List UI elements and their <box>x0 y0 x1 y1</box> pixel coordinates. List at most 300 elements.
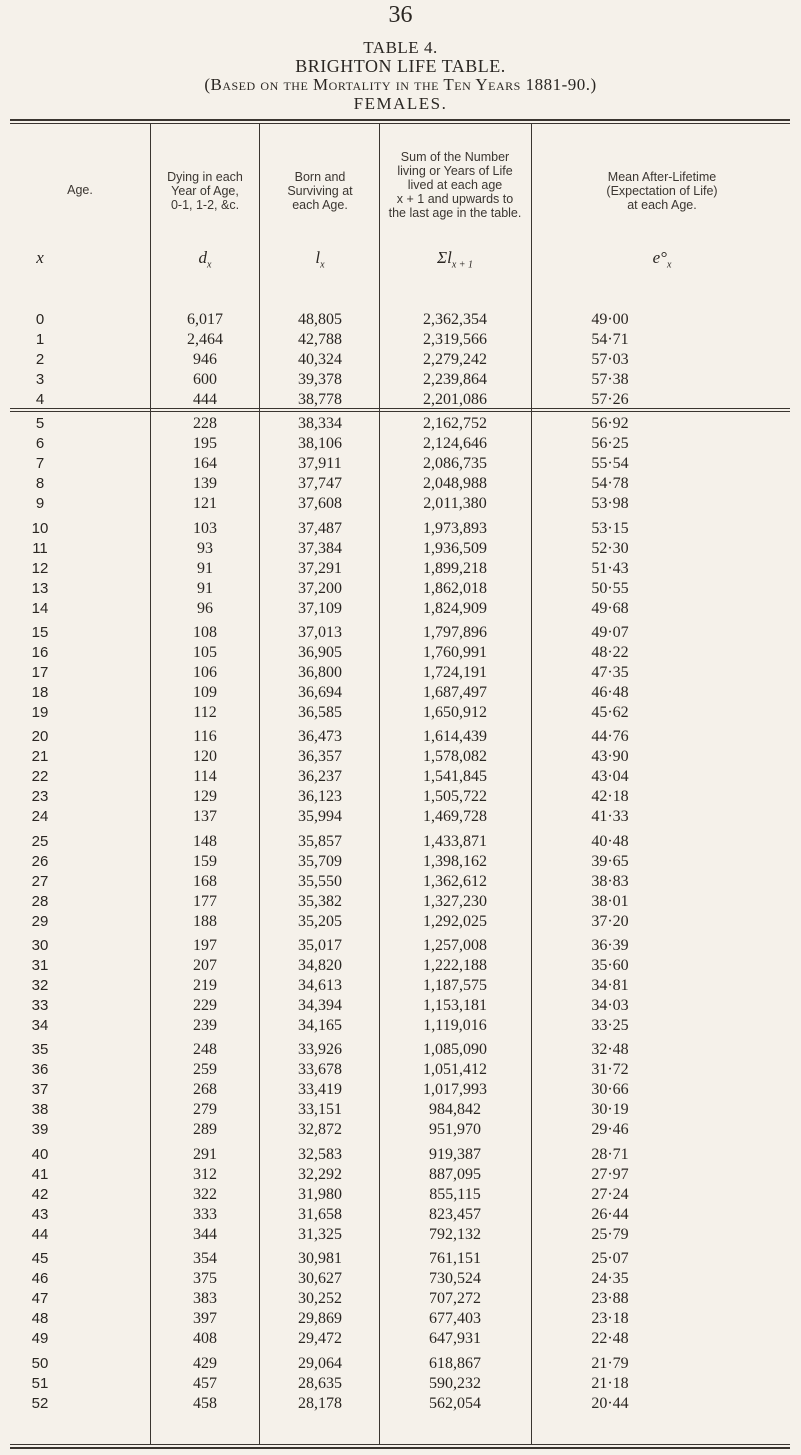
lx-cell: 35,550 <box>298 872 342 890</box>
lx-cell: 34,613 <box>298 977 342 995</box>
dx-cell: 114 <box>193 768 217 786</box>
lx-cell: 35,857 <box>298 832 342 850</box>
ex-cell: 34·81 <box>591 977 629 995</box>
ex-cell: 49·68 <box>591 599 629 617</box>
table-row <box>0 1017 801 1037</box>
age-cell: 14 <box>31 599 49 617</box>
age-cell: 7 <box>35 455 45 473</box>
table-row <box>0 937 801 957</box>
ex-cell: 44·76 <box>591 728 629 746</box>
symbol-dx: $d_x$ <box>198 248 212 271</box>
lx-cell: 35,994 <box>298 808 342 826</box>
symbol-ex: $e^\circ_x$ <box>652 248 672 271</box>
lx-cell: 36,905 <box>298 644 342 662</box>
sum-cell: 1,398,162 <box>423 852 487 870</box>
ex-cell: 21·79 <box>591 1354 629 1372</box>
lx-cell: 36,357 <box>298 748 342 766</box>
sum-cell: 1,051,412 <box>423 1061 487 1079</box>
dx-cell: 2,464 <box>187 331 223 348</box>
table-row <box>0 1146 801 1166</box>
age-cell: 20 <box>31 728 49 746</box>
ex-cell: 41·33 <box>591 808 629 826</box>
sum-cell: 2,162,752 <box>423 415 487 433</box>
table-row <box>0 560 801 580</box>
age-cell: 36 <box>31 1061 49 1079</box>
lx-cell: 35,017 <box>298 937 342 955</box>
column-heading-lx: Born and Surviving at each Age. <box>287 170 353 212</box>
sum-cell: 618,867 <box>429 1354 481 1372</box>
sum-cell: 984,842 <box>429 1101 481 1119</box>
lx-cell: 28,178 <box>298 1394 342 1412</box>
ex-cell: 43·04 <box>591 768 629 786</box>
table-row <box>0 748 801 768</box>
table-row <box>0 1250 801 1270</box>
lx-cell: 39,378 <box>298 371 342 388</box>
age-cell: 10 <box>31 519 49 537</box>
age-cell: 43 <box>31 1205 49 1223</box>
sum-cell: 951,970 <box>429 1121 481 1139</box>
top-rule-thick <box>10 119 790 121</box>
sum-cell: 2,011,380 <box>423 495 487 513</box>
dx-cell: 177 <box>193 892 217 910</box>
dx-cell: 375 <box>193 1270 217 1288</box>
sum-cell: 1,362,612 <box>423 872 487 890</box>
ex-cell: 34·03 <box>591 997 629 1015</box>
dx-cell: 458 <box>193 1394 217 1412</box>
dx-cell: 103 <box>193 519 217 537</box>
sum-cell: 2,201,086 <box>423 391 487 408</box>
table-row <box>0 475 801 495</box>
dx-cell: 259 <box>193 1061 217 1079</box>
sum-cell: 677,403 <box>429 1310 481 1328</box>
dx-cell: 268 <box>193 1081 217 1099</box>
lx-cell: 30,252 <box>298 1290 342 1308</box>
dx-cell: 600 <box>193 371 217 388</box>
ex-cell: 42·18 <box>591 788 629 806</box>
table-row <box>0 1270 801 1290</box>
age-cell: 40 <box>31 1145 49 1163</box>
table-title: BRIGHTON LIFE TABLE. <box>295 56 506 76</box>
table-row <box>0 351 801 371</box>
table-row <box>0 788 801 808</box>
top-rule-thin <box>10 123 790 124</box>
ex-cell: 49·00 <box>591 311 629 328</box>
ex-cell: 25·79 <box>591 1225 629 1243</box>
age-cell: 51 <box>31 1374 49 1392</box>
lx-cell: 37,384 <box>298 539 342 557</box>
lx-cell: 38,334 <box>298 415 342 433</box>
sum-cell: 1,824,909 <box>423 599 487 617</box>
age-cell: 22 <box>31 768 49 786</box>
sum-cell: 1,687,497 <box>423 684 487 702</box>
dx-cell: 188 <box>193 912 217 930</box>
dx-cell: 333 <box>193 1205 217 1223</box>
lx-cell: 34,394 <box>298 997 342 1015</box>
table-row <box>0 1186 801 1206</box>
table-row <box>0 311 801 331</box>
symbol-x: x <box>36 248 44 267</box>
dx-cell: 239 <box>193 1017 217 1035</box>
table-row <box>0 664 801 684</box>
dx-cell: 291 <box>193 1145 217 1163</box>
dx-cell: 383 <box>193 1290 217 1308</box>
ex-cell: 25·07 <box>591 1250 629 1268</box>
lx-cell: 48,805 <box>298 311 342 328</box>
ex-cell: 35·60 <box>591 957 629 975</box>
age-cell: 52 <box>31 1394 49 1412</box>
lx-cell: 31,325 <box>298 1225 342 1243</box>
lx-cell: 32,292 <box>298 1165 342 1183</box>
age-cell: 9 <box>35 495 45 513</box>
sum-cell: 562,054 <box>429 1394 481 1412</box>
ex-cell: 51·43 <box>591 559 629 577</box>
age-cell: 42 <box>31 1185 49 1203</box>
age-cell: 46 <box>31 1270 49 1288</box>
age-cell: 44 <box>31 1225 49 1243</box>
table-row <box>0 520 801 540</box>
ex-cell: 30·19 <box>591 1101 629 1119</box>
table-row <box>0 1041 801 1061</box>
lx-cell: 30,627 <box>298 1270 342 1288</box>
lx-cell: 28,635 <box>298 1374 342 1392</box>
lx-cell: 36,694 <box>298 684 342 702</box>
age-cell: 50 <box>31 1354 49 1372</box>
lx-cell: 32,872 <box>298 1121 342 1139</box>
sum-cell: 2,048,988 <box>423 475 487 493</box>
lx-cell: 40,324 <box>298 351 342 368</box>
table-row <box>0 1290 801 1310</box>
dx-cell: 139 <box>193 475 217 493</box>
dx-cell: 312 <box>193 1165 217 1183</box>
ex-cell: 37·20 <box>591 912 629 930</box>
table-row <box>0 1206 801 1226</box>
table-row <box>0 684 801 704</box>
symbol-sum: $\Sigma l_{x + 1}$ <box>436 248 473 271</box>
ex-cell: 38·83 <box>591 872 629 890</box>
dx-cell: 120 <box>193 748 217 766</box>
ex-cell: 56·25 <box>591 435 629 453</box>
ex-cell: 55·54 <box>591 455 629 473</box>
sum-cell: 1,760,991 <box>423 644 487 662</box>
sum-cell: 1,797,896 <box>423 624 487 642</box>
age-cell: 28 <box>31 892 49 910</box>
age-cell: 26 <box>31 852 49 870</box>
sum-cell: 1,153,181 <box>423 997 487 1015</box>
bottom-rule-thick <box>10 1447 790 1449</box>
lx-cell: 42,788 <box>298 331 342 348</box>
sum-cell: 590,232 <box>429 1374 481 1392</box>
dx-cell: 219 <box>193 977 217 995</box>
age-cell: 25 <box>31 832 49 850</box>
dx-cell: 248 <box>193 1041 217 1059</box>
table-row <box>0 371 801 391</box>
lx-cell: 29,064 <box>298 1354 342 1372</box>
age-cell: 45 <box>31 1250 49 1268</box>
table-row <box>0 455 801 475</box>
age-cell: 29 <box>31 912 49 930</box>
table-row <box>0 415 801 435</box>
dx-cell: 207 <box>193 957 217 975</box>
age-cell: 3 <box>35 371 45 388</box>
dx-cell: 129 <box>193 788 217 806</box>
sum-cell: 1,899,218 <box>423 559 487 577</box>
table-row <box>0 644 801 664</box>
lx-cell: 36,237 <box>298 768 342 786</box>
ex-cell: 26·44 <box>591 1205 629 1223</box>
dx-cell: 91 <box>197 559 213 577</box>
table-row <box>0 1081 801 1101</box>
lx-cell: 37,291 <box>298 559 342 577</box>
table-row <box>0 873 801 893</box>
dx-cell: 121 <box>193 495 217 513</box>
dx-cell: 164 <box>193 455 217 473</box>
age-cell: 8 <box>35 475 45 493</box>
age-cell: 1 <box>35 331 45 348</box>
dx-cell: 6,017 <box>187 311 223 328</box>
sum-cell: 1,862,018 <box>423 579 487 597</box>
sum-cell: 2,279,242 <box>423 351 487 368</box>
lx-cell: 37,487 <box>298 519 342 537</box>
age-cell: 11 <box>32 539 48 557</box>
lx-cell: 33,419 <box>298 1081 342 1099</box>
dx-cell: 228 <box>193 415 217 433</box>
ex-cell: 29·46 <box>591 1121 629 1139</box>
sum-cell: 1,469,728 <box>423 808 487 826</box>
dx-cell: 137 <box>193 808 217 826</box>
lx-cell: 30,981 <box>298 1250 342 1268</box>
table-row <box>0 1121 801 1141</box>
column-heading-dx: Dying in each Year of Age, 0-1, 1-2, &c. <box>167 170 243 212</box>
lx-cell: 35,382 <box>298 892 342 910</box>
sum-cell: 1,119,016 <box>423 1017 487 1035</box>
table-row <box>0 833 801 853</box>
age-cell: 38 <box>31 1101 49 1119</box>
table-row <box>0 1330 801 1350</box>
age-cell: 5 <box>35 415 45 433</box>
lx-cell: 37,747 <box>298 475 342 493</box>
column-heading-ex: Mean After-Lifetime (Expectation of Life) at each Age. <box>606 170 718 212</box>
age-cell: 19 <box>31 704 49 722</box>
dx-cell: 105 <box>193 644 217 662</box>
age-cell: 31 <box>31 957 49 975</box>
dx-cell: 354 <box>193 1250 217 1268</box>
age-cell: 39 <box>31 1121 49 1139</box>
dx-cell: 116 <box>193 728 217 746</box>
age-cell: 6 <box>35 435 45 453</box>
ex-cell: 57·03 <box>591 351 629 368</box>
dx-cell: 96 <box>197 599 213 617</box>
ex-cell: 54·71 <box>591 331 629 348</box>
table-row <box>0 495 801 515</box>
lx-cell: 32,583 <box>298 1145 342 1163</box>
lx-cell: 36,800 <box>298 664 342 682</box>
lx-cell: 33,151 <box>298 1101 342 1119</box>
sum-cell: 2,086,735 <box>423 455 487 473</box>
sum-cell: 1,578,082 <box>423 748 487 766</box>
ex-cell: 28·71 <box>591 1145 629 1163</box>
column-heading-age: Age. <box>67 183 93 197</box>
sum-cell: 2,319,566 <box>423 331 487 348</box>
table-row <box>0 1061 801 1081</box>
age-cell: 37 <box>31 1081 49 1099</box>
ex-cell: 49·07 <box>591 624 629 642</box>
ex-cell: 47·35 <box>591 664 629 682</box>
dx-cell: 197 <box>193 937 217 955</box>
sum-cell: 707,272 <box>429 1290 481 1308</box>
ex-cell: 46·48 <box>591 684 629 702</box>
table-row <box>0 957 801 977</box>
table-row <box>0 977 801 997</box>
ex-cell: 33·25 <box>591 1017 629 1035</box>
table-label: TABLE 4. <box>363 38 438 57</box>
sum-cell: 1,187,575 <box>423 977 487 995</box>
ex-cell: 21·18 <box>591 1374 629 1392</box>
ex-cell: 39·65 <box>591 852 629 870</box>
dx-cell: 397 <box>193 1310 217 1328</box>
column-heading-sum: Sum of the Number living or Years of Life lived at each age x + 1 and upwards to the last age in the table. <box>388 150 522 220</box>
dx-cell: 444 <box>193 391 217 408</box>
page-number: 36 <box>388 2 413 28</box>
table-row <box>0 580 801 600</box>
sum-cell: 1,973,893 <box>423 519 487 537</box>
table-row <box>0 1101 801 1121</box>
ex-cell: 53·15 <box>591 519 629 537</box>
age-cell: 23 <box>31 788 49 806</box>
sum-cell: 1,222,188 <box>423 957 487 975</box>
dx-cell: 946 <box>193 351 217 368</box>
ex-cell: 27·24 <box>591 1185 629 1203</box>
sum-cell: 855,115 <box>429 1185 481 1203</box>
bottom-rule-thin <box>10 1444 790 1445</box>
dx-cell: 229 <box>193 997 217 1015</box>
table-row <box>0 391 801 411</box>
sum-cell: 1,085,090 <box>423 1041 487 1059</box>
symbol-lx: $l_x$ <box>315 248 325 271</box>
lx-cell: 37,013 <box>298 624 342 642</box>
dx-cell: 109 <box>193 684 217 702</box>
lx-cell: 31,980 <box>298 1185 342 1203</box>
sum-cell: 1,724,191 <box>423 664 487 682</box>
age-cell: 48 <box>31 1310 49 1328</box>
table-row <box>0 435 801 455</box>
table-row <box>0 853 801 873</box>
table-row <box>0 624 801 644</box>
age-cell: 13 <box>31 579 49 597</box>
lx-cell: 38,106 <box>298 435 342 453</box>
table-basis: (Based on the Mortality in the Ten Years 1881-90.) <box>204 75 597 94</box>
ex-cell: 20·44 <box>591 1394 629 1412</box>
age-cell: 32 <box>31 977 49 995</box>
ex-cell: 23·18 <box>591 1310 629 1328</box>
age-cell: 41 <box>31 1165 49 1183</box>
sum-cell: 1,614,439 <box>423 728 487 746</box>
sum-cell: 647,931 <box>429 1330 481 1348</box>
age-cell: 15 <box>31 624 49 642</box>
sum-cell: 1,505,722 <box>423 788 487 806</box>
sum-cell: 823,457 <box>429 1205 481 1223</box>
age-cell: 0 <box>35 311 45 328</box>
lx-cell: 38,778 <box>298 391 342 408</box>
sum-cell: 2,239,864 <box>423 371 487 388</box>
header-bottom-rule-2 <box>10 411 790 412</box>
table-row <box>0 1375 801 1395</box>
age-cell: 34 <box>31 1017 49 1035</box>
dx-cell: 457 <box>193 1374 217 1392</box>
sum-cell: 1,292,025 <box>423 912 487 930</box>
sum-cell: 792,132 <box>429 1225 481 1243</box>
age-cell: 27 <box>31 872 49 890</box>
dx-cell: 112 <box>193 704 217 722</box>
age-cell: 12 <box>31 559 49 577</box>
age-cell: 21 <box>31 748 49 766</box>
ex-cell: 45·62 <box>591 704 629 722</box>
ex-cell: 31·72 <box>591 1061 629 1079</box>
dx-cell: 289 <box>193 1121 217 1139</box>
ex-cell: 23·88 <box>591 1290 629 1308</box>
lx-cell: 36,473 <box>298 728 342 746</box>
lx-cell: 35,205 <box>298 912 342 930</box>
sum-cell: 1,650,912 <box>423 704 487 722</box>
lx-cell: 36,123 <box>298 788 342 806</box>
dx-cell: 93 <box>197 539 213 557</box>
table-row <box>0 540 801 560</box>
ex-cell: 57·38 <box>591 371 629 388</box>
ex-cell: 32·48 <box>591 1041 629 1059</box>
age-cell: 30 <box>31 937 49 955</box>
table-row <box>0 808 801 828</box>
age-cell: 17 <box>31 664 49 682</box>
age-cell: 24 <box>31 808 49 826</box>
sum-cell: 1,433,871 <box>423 832 487 850</box>
dx-cell: 106 <box>193 664 217 682</box>
ex-cell: 48·22 <box>591 644 629 662</box>
age-cell: 18 <box>31 684 49 702</box>
age-cell: 49 <box>31 1330 49 1348</box>
table-row <box>0 1355 801 1375</box>
age-cell: 2 <box>35 351 45 368</box>
sum-cell: 1,327,230 <box>423 892 487 910</box>
lx-cell: 29,472 <box>298 1330 342 1348</box>
table-row <box>0 1166 801 1186</box>
age-cell: 4 <box>35 391 45 408</box>
lx-cell: 31,658 <box>298 1205 342 1223</box>
dx-cell: 429 <box>193 1354 217 1372</box>
sum-cell: 919,387 <box>429 1145 481 1163</box>
dx-cell: 408 <box>193 1330 217 1348</box>
ex-cell: 22·48 <box>591 1330 629 1348</box>
table-row <box>0 913 801 933</box>
table-row <box>0 704 801 724</box>
age-cell: 16 <box>31 644 49 662</box>
table-sex: FEMALES. <box>353 94 448 113</box>
table-row <box>0 997 801 1017</box>
age-cell: 35 <box>31 1041 49 1059</box>
lx-cell: 37,109 <box>298 599 342 617</box>
table-row <box>0 600 801 620</box>
ex-cell: 54·78 <box>591 475 629 493</box>
ex-cell: 43·90 <box>591 748 629 766</box>
table-row <box>0 331 801 351</box>
lx-cell: 35,709 <box>298 852 342 870</box>
ex-cell: 56·92 <box>591 415 629 433</box>
sum-cell: 730,524 <box>429 1270 481 1288</box>
ex-cell: 24·35 <box>591 1270 629 1288</box>
table-row <box>0 1226 801 1246</box>
dx-cell: 148 <box>193 832 217 850</box>
dx-cell: 159 <box>193 852 217 870</box>
lx-cell: 33,678 <box>298 1061 342 1079</box>
dx-cell: 322 <box>193 1185 217 1203</box>
